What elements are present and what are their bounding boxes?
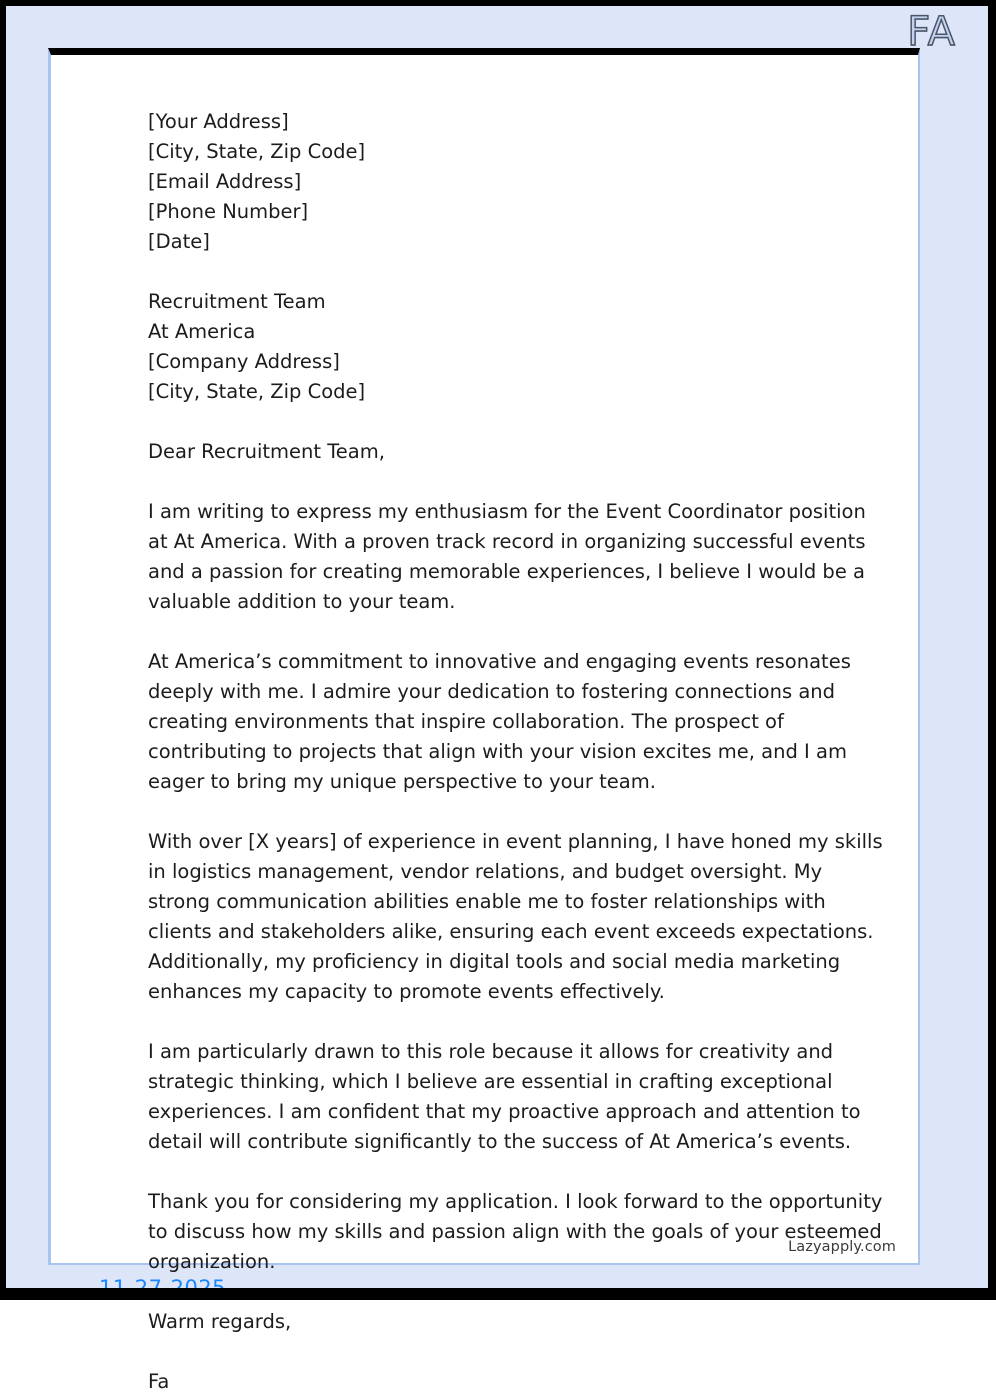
sender-address-line: [Phone Number] [148,200,309,223]
sender-address-line: [City, State, Zip Code] [148,140,366,163]
sender-address-line: [Your Address] [148,110,289,133]
fa-logo: FA [907,9,956,55]
salutation: Dear Recruitment Team, [148,440,385,463]
sender-address-block [148,107,888,257]
body-paragraph: I am particularly drawn to this role because it allows for creativity and strategic thinking, which I believe are essential in crafting exceptional experiences. I am confident that my proactive approach and attention to detail will contribute significantly to the success of At America’s events. [148,1040,861,1153]
body-paragraph: At America’s commitment to innovative and engaging events resonates deeply with me. I admire your dedication to fostering connections and creating environments that inspire collaboration. The prospect of contributing to projects that align with your vision excites me, and I am eager to bring my unique perspective to your team. [148,650,851,793]
recipient-address-line: Recruitment Team [148,290,326,313]
letter-content [51,55,918,1397]
body-paragraph: I am writing to express my enthusiasm for the Event Coordinator position at At America. With a proven track record in organizing successful events and a passion for creating memorable experiences, I believe I would be a valuable addition to your team. [148,500,866,613]
footer-brand: Lazyapply.com [788,1239,896,1255]
recipient-address-line: [Company Address] [148,350,340,373]
recipient-address-line: [City, State, Zip Code] [148,380,366,403]
letter-page [48,48,920,1393]
frame-bottom-bar [0,1288,996,1300]
frame-left-bar [0,0,6,1300]
frame-right-bar [988,0,996,1300]
recipient-address-block [148,287,888,407]
body-paragraph: With over [X years] of experience in event planning, I have honed my skills in logistics management, vendor relations, and budget oversight. My strong communication abilities enable me to foster relationships with clients and stakeholders alike, ensuring each event exceeds expectations. Additionally, my proficiency in digital tools and social media marketing enhances my capacity to promote events effectively. [148,830,883,1003]
body-paragraph: Thank you for considering my application. I look forward to the opportunity to discuss how my skills and passion align with the goals of your esteemed organization. [148,1190,883,1273]
signature-name: Fa [148,1370,170,1393]
frame-top-bar [0,0,996,6]
sender-address-line: [Email Address] [148,170,302,193]
closing-line: Warm regards, [148,1310,292,1333]
recipient-address-line: At America [148,320,256,343]
sender-address-line: [Date] [148,230,210,253]
